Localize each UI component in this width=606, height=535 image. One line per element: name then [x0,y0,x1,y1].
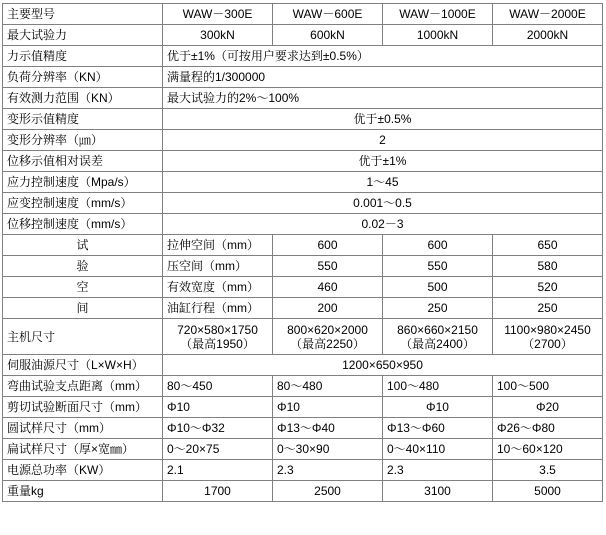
row-value: 860×660×2150 （最高2400） [383,319,493,355]
row-label: 主机尺寸 [3,319,163,355]
table-row [3,319,603,355]
row-value: 0～40×110 [383,439,493,460]
row-value: 600 [383,235,493,256]
row-value: 100～500 [493,376,603,397]
row-label: 位移控制速度（mm/s） [3,214,163,235]
row-label: 负荷分辨率（KN） [3,67,163,88]
table-row [3,418,603,439]
group-label-char-3: 空 [3,277,163,298]
row-label: 扁试样尺寸（厚×宽㎜） [3,439,163,460]
row-value: 最大试验力的2%～100% [163,88,603,109]
row-label: 变形示值精度 [3,109,163,130]
row-value: 460 [273,277,383,298]
row-label: 弯曲试验支点距离（mm） [3,376,163,397]
row-value: 520 [493,277,603,298]
row-label: 有效测力范围（KN） [3,88,163,109]
row-value: 1～45 [163,172,603,193]
row-label: 变形分辨率（㎛） [3,130,163,151]
group-label-char-4: 间 [3,298,163,319]
table-row [3,277,603,298]
specification-table [2,3,603,502]
row-value: 优于±1% [163,151,603,172]
row-value: 500 [383,277,493,298]
table-row [3,25,603,46]
row-value: 2.3 [273,460,383,481]
table-row [3,88,603,109]
table-row [3,67,603,88]
row-value: 2.1 [163,460,273,481]
header-model-cell-4: WAW－2000E [493,4,603,25]
table-row [3,355,603,376]
row-label: 应力控制速度（Mpa/s） [3,172,163,193]
table-body [3,4,603,502]
row-label: 拉伸空间（mm） [163,235,273,256]
row-label: 油缸行程（mm） [163,298,273,319]
row-value: Φ13～Φ60 [383,418,493,439]
row-value: 550 [273,256,383,277]
table-row [3,46,603,67]
table-row [3,151,603,172]
row-label: 剪切试验断面尺寸（mm） [3,397,163,418]
header-model-cell-1: WAW－300E [163,4,273,25]
row-label: 最大试验力 [3,25,163,46]
row-value: 80～480 [273,376,383,397]
row-value: 2 [163,130,603,151]
table-row [3,439,603,460]
row-value: 580 [493,256,603,277]
table-row [3,4,603,25]
row-value: 1000kN [383,25,493,46]
row-value: 0.02－3 [163,214,603,235]
row-value: 5000 [493,481,603,502]
table-row [3,109,603,130]
row-value: 250 [493,298,603,319]
row-label: 应变控制速度（mm/s） [3,193,163,214]
row-value: Φ10 [163,397,273,418]
table-row [3,256,603,277]
row-value: 10～60×120 [493,439,603,460]
row-value: 200 [273,298,383,319]
table-row [3,235,603,256]
table-row [3,298,603,319]
row-value: 100～480 [383,376,493,397]
row-value: Φ10～Φ32 [163,418,273,439]
row-value: Φ20 [493,397,603,418]
row-value: 1100×980×2450 （2700） [493,319,603,355]
table-row [3,193,603,214]
row-value: 720×580×1750 （最高1950） [163,319,273,355]
row-value: Φ10 [383,397,493,418]
row-label: 重量kg [3,481,163,502]
row-value: Φ26～Φ80 [493,418,603,439]
row-value: 2500 [273,481,383,502]
row-value: 1700 [163,481,273,502]
row-value: 600 [273,235,383,256]
row-value: 0～30×90 [273,439,383,460]
row-label: 有效宽度（mm） [163,277,273,298]
row-value: Φ13～Φ40 [273,418,383,439]
table-row [3,130,603,151]
table-row [3,460,603,481]
group-label-char-2: 验 [3,256,163,277]
row-value: 满量程的1/300000 [163,67,603,88]
row-value: 80～450 [163,376,273,397]
row-label: 圆试样尺寸（mm） [3,418,163,439]
header-model-cell-3: WAW－1000E [383,4,493,25]
row-value: 600kN [273,25,383,46]
header-model-cell-2: WAW－600E [273,4,383,25]
row-value: 300kN [163,25,273,46]
row-value: 800×620×2000 （最高2250） [273,319,383,355]
row-label: 电源总功率（KW） [3,460,163,481]
row-value: 550 [383,256,493,277]
row-value: 2000kN [493,25,603,46]
row-value: 2.3 [383,460,493,481]
row-value: 0～20×75 [163,439,273,460]
table-row [3,481,603,502]
table-row [3,376,603,397]
row-label: 伺服油源尺寸（L×W×H） [3,355,163,376]
row-value: 优于±1%（可按用户要求达到±0.5%） [163,46,603,67]
row-value: Φ10 [273,397,383,418]
row-value: 250 [383,298,493,319]
row-value: 3.5 [493,460,603,481]
row-value: 3100 [383,481,493,502]
row-value: 1200×650×950 [163,355,603,376]
row-label: 压空间（mm） [163,256,273,277]
row-value: 650 [493,235,603,256]
row-value: 0.001～0.5 [163,193,603,214]
group-label-char-1: 试 [3,235,163,256]
row-label: 力示值精度 [3,46,163,67]
table-row [3,172,603,193]
row-label: 位移示值相对误差 [3,151,163,172]
table-row [3,397,603,418]
header-label-cell: 主要型号 [3,4,163,25]
table-row [3,214,603,235]
row-value: 优于±0.5% [163,109,603,130]
